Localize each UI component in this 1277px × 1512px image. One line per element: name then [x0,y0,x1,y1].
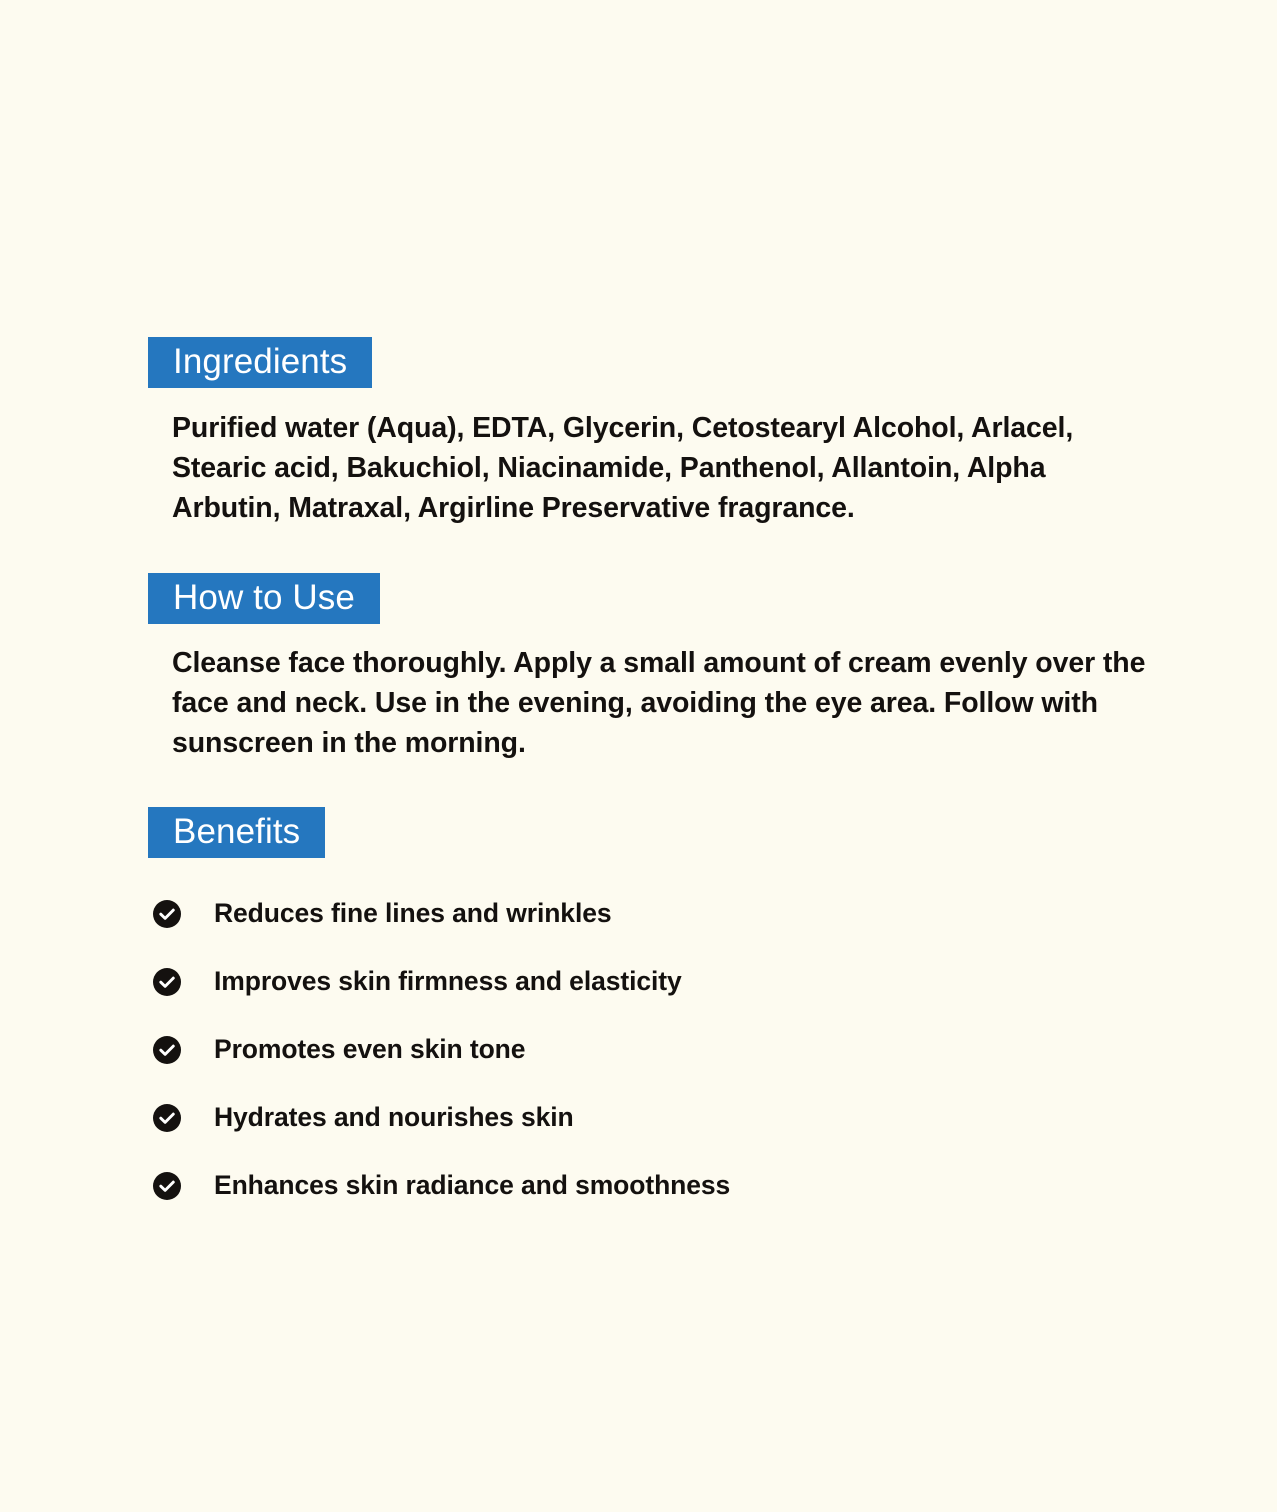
benefit-label: Improves skin firmness and elasticity [214,966,682,997]
ingredients-body-text: Purified water (Aqua), EDTA, Glycerin, Cetostearyl Alcohol, Arlacel, Stearic acid, Bakuchiol, Niacinamide, Panthenol, Allantoin, Alpha Arbutin, Matraxal, Argirline Preservative fragrance. [172,412,1074,524]
spacer [148,624,1148,643]
list-item [148,948,1148,1016]
list-item [148,1016,1148,1084]
spacer [148,858,1148,880]
check-circle-icon [153,968,181,996]
list-item [148,1084,1148,1152]
section-ingredients [148,337,1148,528]
check-circle-icon [153,900,181,928]
list-item [148,880,1148,948]
section-benefits [148,807,1148,1220]
spacer [148,763,1148,807]
check-circle-icon [153,1172,181,1200]
benefit-label: Promotes even skin tone [214,1034,526,1065]
spacer [148,388,1148,408]
section-heading-benefits: Benefits [148,807,325,858]
how-to-use-body-text: Cleanse face thoroughly. Apply a small amount of cream evenly over the face and neck. Use in the evening, avoiding the eye area. Follow with sunscreen in the morning. [172,647,1146,759]
check-circle-icon [153,1104,181,1132]
section-how-to-use [148,573,1148,763]
section-heading-how-to-use: How to Use [148,573,380,624]
benefit-label: Enhances skin radiance and smoothness [214,1170,731,1201]
spacer [148,528,1148,573]
content-column [148,337,1148,1220]
section-heading-ingredients: Ingredients [148,337,372,388]
check-circle-icon [153,1036,181,1064]
benefit-label: Reduces fine lines and wrinkles [214,898,612,929]
benefits-list [148,880,1148,1220]
benefit-label: Hydrates and nourishes skin [214,1102,574,1133]
list-item [148,1152,1148,1220]
